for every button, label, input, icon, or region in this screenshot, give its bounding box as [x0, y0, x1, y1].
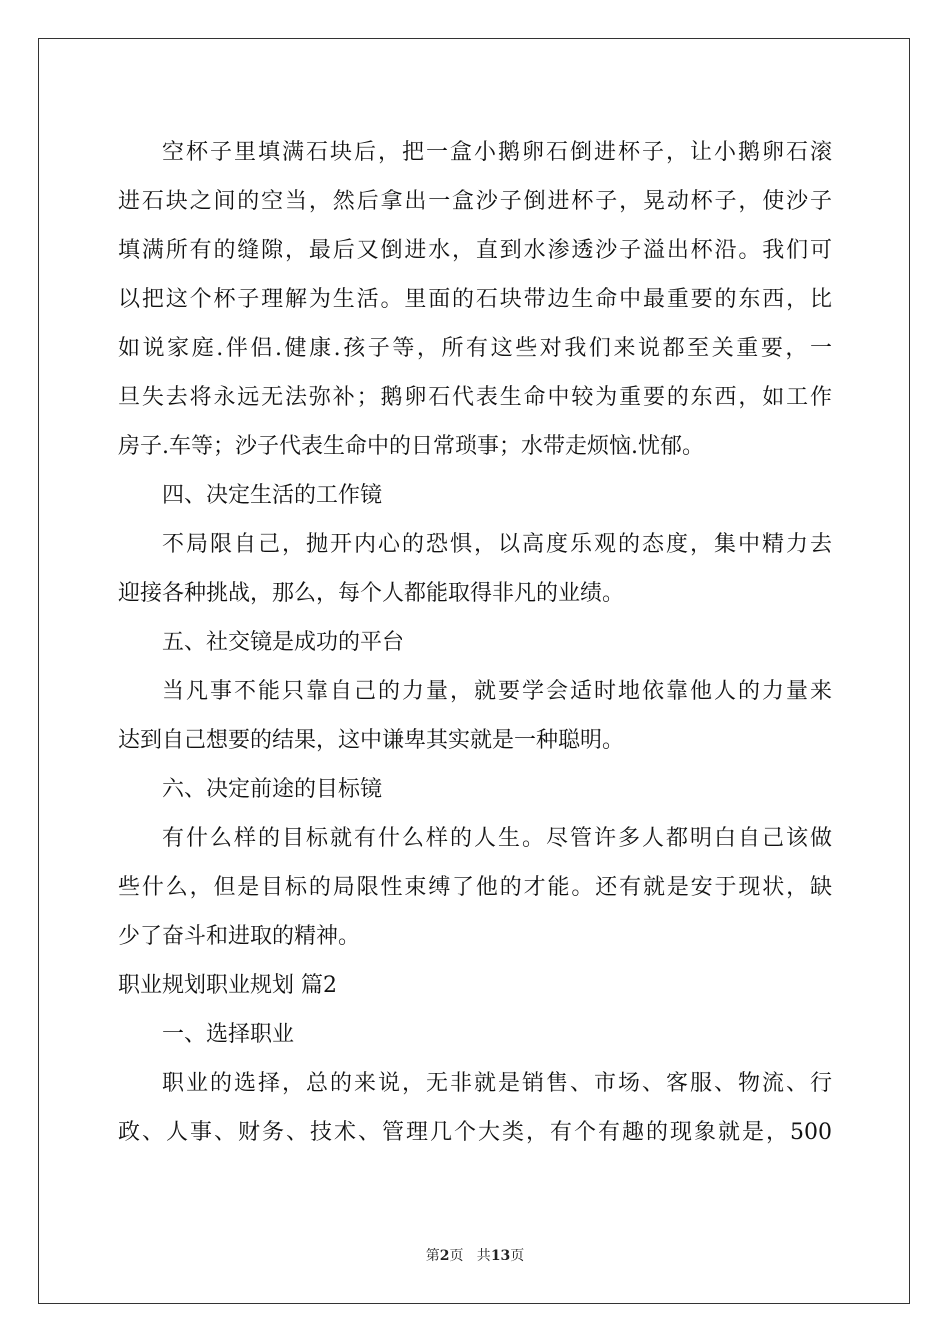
paragraph-line: 不局限自己，抛开内心的恐惧，以高度乐观的态度，集中精力去	[162, 532, 832, 557]
footer-suffix: 页	[510, 1248, 525, 1264]
current-page-number: 2	[439, 1248, 450, 1264]
paragraph-line: 空杯子里填满石块后，把一盒小鹅卵石倒进杯子，让小鹅卵石滚	[162, 140, 832, 165]
paragraph-line: 以把这个杯子理解为生活。里面的石块带边生命中最重要的东西，比	[118, 287, 832, 312]
paragraph-line: 房子.车等；沙子代表生命中的日常琐事；水带走烦恼.忧郁。	[118, 434, 704, 459]
paragraph-line: 政、人事、财务、技术、管理几个大类，有个有趣的现象就是，500	[118, 1120, 832, 1145]
paragraph-line: 旦失去将永远无法弥补；鹅卵石代表生命中较为重要的东西，如工作	[118, 385, 832, 410]
footer-prefix: 第	[425, 1248, 440, 1264]
paragraph-line: 职业的选择，总的来说，无非就是销售、市场、客服、物流、行	[162, 1071, 832, 1096]
footer-middle: 页 共	[449, 1248, 491, 1264]
paragraph-line: 迎接各种挑战，那么，每个人都能取得非凡的业绩。	[118, 581, 625, 606]
paragraph-line: 少了奋斗和进取的精神。	[118, 924, 361, 949]
section-heading: 六、决定前途的目标镜	[162, 777, 383, 802]
paragraph-line: 达到自己想要的结果，这中谦卑其实就是一种聪明。	[118, 728, 625, 753]
paragraph-line: 填满所有的缝隙，最后又倒进水，直到水渗透沙子溢出杯沿。我们可	[118, 238, 832, 263]
paragraph-line: 如说家庭.伴侣.健康.孩子等，所有这些对我们来说都至关重要，一	[118, 336, 832, 361]
total-page-count: 13	[490, 1248, 511, 1264]
paragraph-line: 有什么样的目标就有什么样的人生。尽管许多人都明白自己该做	[162, 826, 832, 851]
paragraph-line: 些什么，但是目标的局限性束缚了他的才能。还有就是安于现状，缺	[118, 875, 832, 900]
document-body	[118, 128, 832, 1157]
article-title: 职业规划职业规划 篇2	[118, 973, 337, 998]
paragraph-line: 进石块之间的空当，然后拿出一盒沙子倒进杯子，晃动杯子，使沙子	[118, 189, 832, 214]
section-heading: 五、社交镜是成功的平台	[162, 630, 405, 655]
page-footer	[0, 1245, 950, 1265]
section-heading: 四、决定生活的工作镜	[162, 483, 383, 508]
section-heading: 一、选择职业	[162, 1022, 295, 1047]
paragraph-line: 当凡事不能只靠自己的力量，就要学会适时地依靠他人的力量来	[162, 679, 832, 704]
